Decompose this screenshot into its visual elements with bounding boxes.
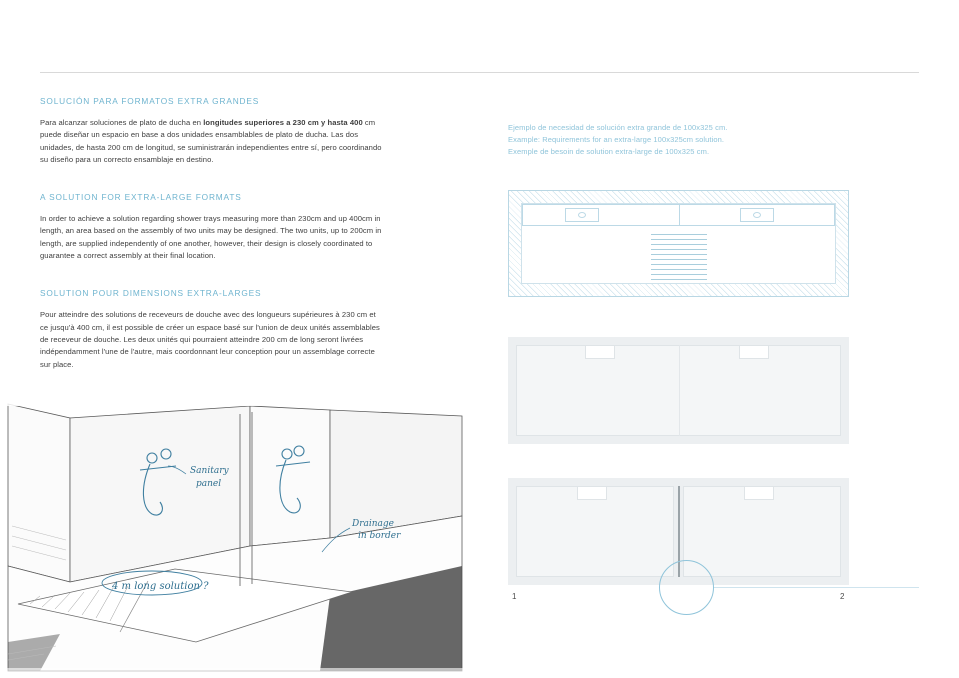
- body-es-bold: longitudes superiores a 230 cm y hasta 400: [203, 118, 363, 127]
- figure2-tray-right: [683, 486, 841, 577]
- figure-label-1: 1: [512, 592, 517, 601]
- sketch-note-2-line2: in border: [358, 531, 401, 541]
- figure-technical-plan: [508, 190, 849, 297]
- section-title-en: A SOLUTION FOR EXTRA-LARGE FORMATS: [40, 192, 242, 203]
- sketch-note-1-line2: panel: [196, 479, 222, 489]
- section-fr: [40, 288, 385, 370]
- body-es-post: cm puede diseñar un espacio en base a dos unidades ensamblables de plato de ducha. Las dos unidades, de hasta 200 cm de longitud, se suministrarán independientes entre sí, pero coordinando su diseño para un correcto ensamblaje en destino.: [40, 118, 382, 164]
- figure-single-tray: [508, 337, 849, 444]
- section-title-fr: SOLUTION POUR DIMENSIONS EXTRA-LARGES: [40, 288, 262, 299]
- caption-en: Example: Requirements for an extra-large 100x325cm solution.: [508, 135, 725, 145]
- figure2-notch-left: [577, 486, 607, 500]
- sketch-drawing: [0, 396, 470, 678]
- section-title-es: SOLUCIÓN PARA FORMATOS EXTRA GRANDES: [40, 96, 260, 106]
- plan-drain-left: [565, 208, 599, 222]
- joint-highlight-circle: [659, 560, 714, 615]
- sketch-note-2-line1: Drainage: [352, 519, 395, 529]
- section-body-fr: Pour atteindre des solutions de receveurs de douche avec des longueurs supérieures à 230 cm et ce jusqu'à 400 cm, il est possible de créer un espace basé sur l'union de deux unités assemblables de receveur de douche. Les deux unités qui pourraient atteindre 200 cm de long seront livrées indépendamment l'une de l'autre, mais coordonnant leur conception pour un assemblage correcte sur place.: [40, 310, 380, 369]
- caption-es: Ejemplo de necesidad de solución extra grande de 100x325 cm.: [508, 123, 728, 132]
- body-es-pre: Para alcanzar soluciones de plato de ducha en: [40, 118, 204, 127]
- caption-fr: Exemple de besoin de solution extra-large de 100x325 cm.: [508, 147, 710, 157]
- figure1-notch-right: [739, 345, 769, 359]
- section-body-en: In order to achieve a solution regarding shower trays measuring more than 230cm and up 400cm in length, an area based on the assembly of two units may be designed. The two units, up to 200cm in length, are supplied independently of one another, however, their design is closely coordinated to guarantee a correct assembly at their final location.: [40, 214, 382, 261]
- plan-inner-area: [521, 203, 836, 284]
- text-column: [40, 96, 385, 397]
- figure2-notch-right: [744, 486, 774, 500]
- concept-sketch: [0, 396, 470, 678]
- figure-caption: [508, 122, 868, 158]
- section-es: [40, 96, 385, 166]
- plan-drain-right: [740, 208, 774, 222]
- figure2-tray-left: [516, 486, 674, 577]
- section-en: [40, 192, 385, 262]
- sketch-note-1-line1: Sanitary: [190, 466, 229, 476]
- section-body-es: [40, 117, 385, 166]
- plan-tray-left: [522, 204, 679, 226]
- figure1-notch-left: [585, 345, 615, 359]
- plan-tray-right: [679, 204, 836, 226]
- plan-grate: [651, 234, 707, 282]
- highlight-rule: [714, 587, 919, 588]
- figure-label-2: 2: [840, 592, 845, 601]
- header-divider: [40, 72, 919, 73]
- figure1-seam: [679, 345, 680, 436]
- sketch-note-3: 4 m long solution ?: [112, 581, 209, 592]
